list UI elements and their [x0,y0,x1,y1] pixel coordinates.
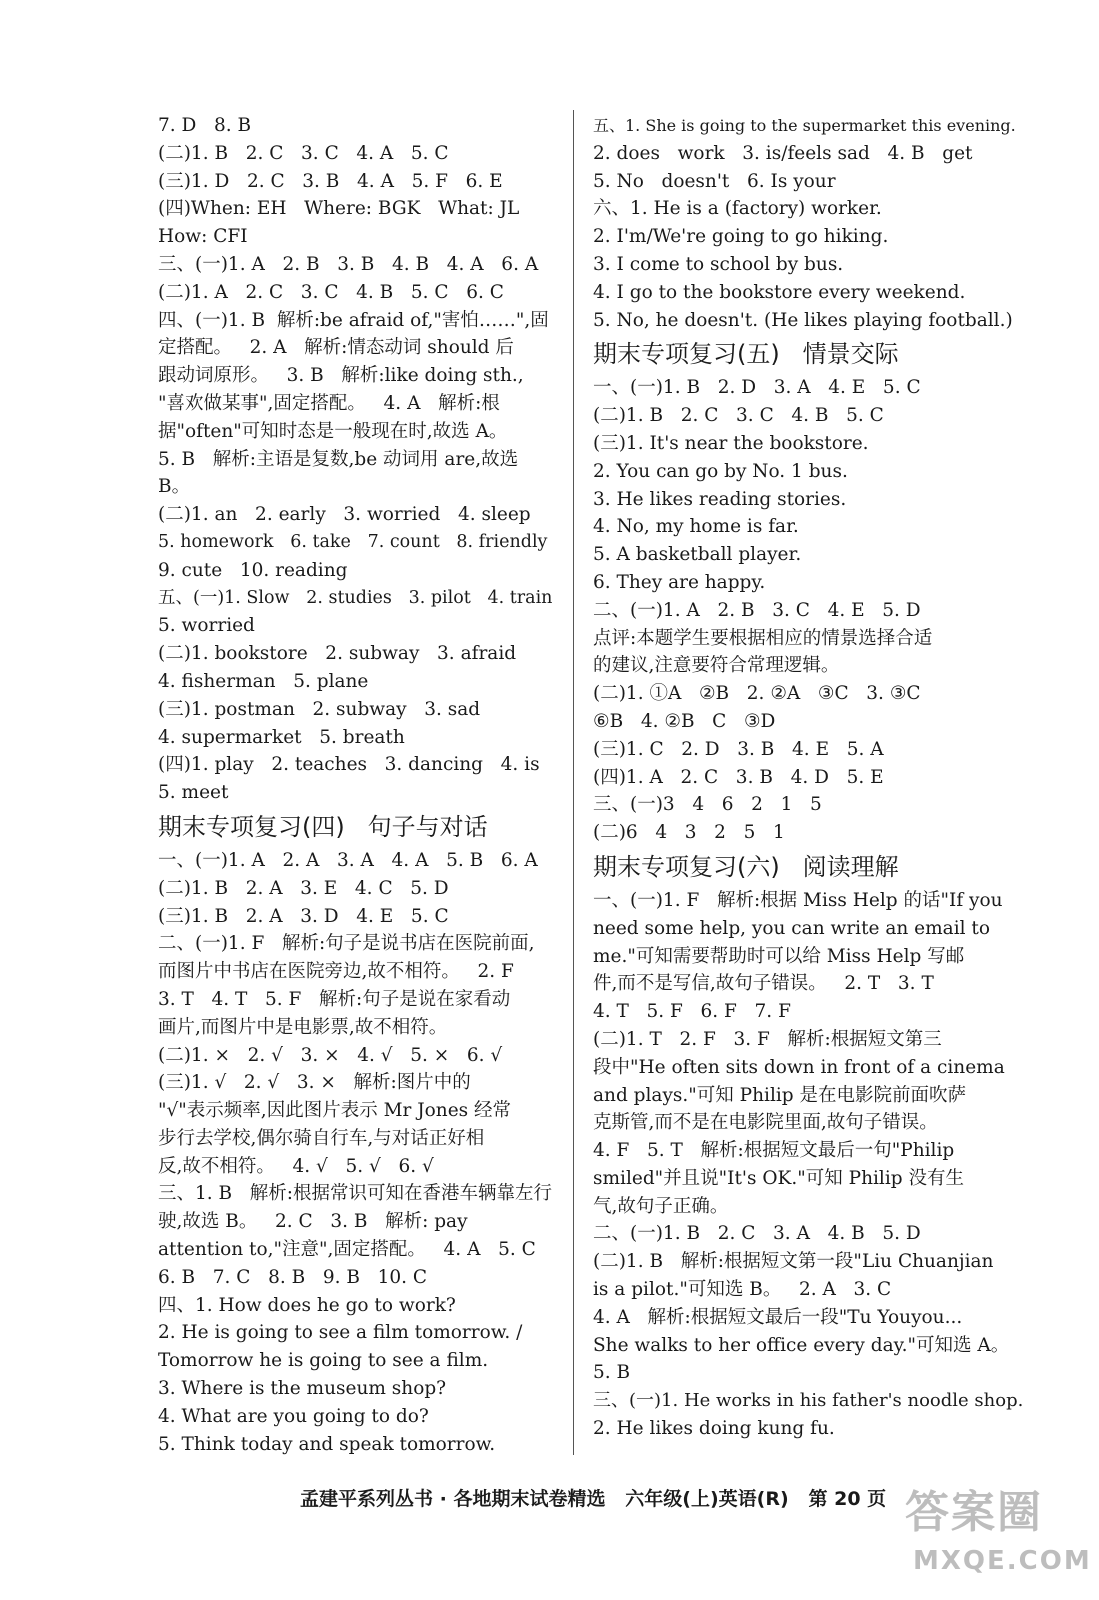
answer-line: (二)1. A 2. C 3. C 4. B 5. C 6. C [158,281,504,303]
answer-line: (二)1. an 2. early 3. worried 4. sleep [158,504,531,526]
answer-line: (四)1. A 2. C 3. B 4. D 5. E [593,766,884,788]
answer-line: (二)6 4 3 2 5 1 [593,822,785,844]
answer-line: 5. B 解析:主语是复数,be 动词用 are,故选 [158,448,519,470]
watermark-top: 答案圈 [905,1487,1043,1538]
right-column [593,112,1023,1443]
answer-line: 2. I'm/We're going to go hiking. [593,226,889,248]
answer-line: 4. F 5. T 解析:根据短文最后一句"Philip [593,1140,955,1162]
answer-line: 4. I go to the bookstore every weekend. [593,281,966,303]
answer-line: 反,故不相符。 4. √ 5. √ 6. √ [158,1155,434,1177]
answer-line: (二)1. B 2. A 3. E 4. C 5. D [158,877,449,899]
section-heading: 期末专项复习(五) 情景交际 [593,340,899,369]
answer-line: 点评:本题学生要根据相应的情景选择合适 [593,627,933,649]
answer-line: 4. fisherman 5. plane [158,670,369,692]
answer-line: (二)1. B 2. C 3. C 4. A 5. C [158,142,449,164]
answer-line: 3. He likes reading stories. [593,488,847,510]
answer-line: 据"often"可知时态是一般现在时,故选 A。 [158,420,508,442]
answer-line: need some help, you can write an email to [593,917,990,939]
answer-line: 步行去学校,偶尔骑自行车,与对话正好相 [158,1127,485,1149]
answer-line: 5. worried [158,615,255,637]
answer-line: 3. I come to school by bus. [593,253,844,275]
answer-line: How: CFI [158,226,248,248]
answer-line: (二)1. T 2. F 3. F 解析:根据短文第三 [593,1028,942,1050]
answer-line: 三、(一)1. He works in his father's noodle shop. [593,1390,1023,1412]
answer-line: and plays."可知 Philip 是在电影院前面吹萨 [593,1084,967,1106]
answer-line: (二)1. B 2. C 3. C 4. B 5. C [593,405,884,427]
answer-line: 7. D 8. B [158,115,252,136]
answer-line: 3. Where is the museum shop? [158,1378,447,1400]
answer-line: 5. Think today and speak tomorrow. [158,1433,496,1455]
section-heading: 期末专项复习(六) 阅读理解 [593,852,899,881]
answer-line: 4. T 5. F 6. F 7. F [593,1001,791,1023]
answer-line: (四)When: EH Where: BGK What: JL [158,198,520,220]
answer-line: 4. No, my home is far. [593,516,799,538]
answer-line: 4. What are you going to do? [158,1405,429,1427]
answer-line: 四、1. How does he go to work? [158,1294,456,1316]
answer-line: 2. He likes doing kung fu. [593,1418,835,1440]
answer-line: "√"表示频率,因此图片表示 Mr Jones 经常 [158,1100,512,1122]
answer-line: 一、(一)1. F 解析:根据 Miss Help 的话"If you [593,889,1003,911]
answer-line: (三)1. B 2. A 3. D 4. E 5. C [158,905,449,927]
answer-line: 三、(一)1. A 2. B 3. B 4. B 4. A 6. A [158,253,539,275]
answer-line: 定搭配。 2. A 解析:情态动词 should 后 [158,337,514,359]
answer-line: 跟动词原形。 3. B 解析:like doing sth., [158,365,524,387]
answer-line: is a pilot."可知选 B。 2. A 3. C [593,1279,892,1301]
answer-line: 气,故句子正确。 [593,1195,729,1217]
answer-line: smiled"并且说"It's OK."可知 Philip 没有生 [593,1167,964,1189]
answer-line: Tomorrow he is going to see a film. [158,1350,489,1372]
answer-line: 4. supermarket 5. breath [158,726,405,748]
answer-line: 二、(一)1. A 2. B 3. C 4. E 5. D [593,599,921,621]
section-heading: 期末专项复习(四) 句子与对话 [158,812,488,841]
answer-line: (二)1. ①A ②B 2. ②A ③C 3. ③C [593,683,921,705]
answer-line: 9. cute 10. reading [158,559,348,581]
answer-line: 2. does work 3. is/feels sad 4. B get [593,142,973,164]
answer-line: 5. No, he doesn't. (He likes playing football.) [593,309,1013,331]
answer-line: 二、(一)1. F 解析:句子是说书店在医院前面, [158,933,535,955]
answer-line: (三)1. √ 2. √ 3. × 解析:图片中的 [158,1072,471,1094]
answer-line: 画片,而图片中是电影票,故不相符。 [158,1016,448,1038]
answer-line: She walks to her office every day."可知选 A。 [593,1334,1010,1356]
answer-line: 6. They are happy. [593,571,766,593]
page-footer: 孟建平系列丛书 · 各地期末试卷精选 六年级(上)英语(R) 第 20 页 [300,1488,887,1510]
answer-line: 而图片中书店在医院旁边,故不相符。 2. F [158,961,514,983]
answer-line: 一、(一)1. A 2. A 3. A 4. A 5. B 6. A [158,849,538,871]
answer-line: (二)1. × 2. √ 3. × 4. √ 5. × 6. √ [158,1044,503,1066]
answer-line: 四、(一)1. B 解析:be afraid of,"害怕……",固 [158,309,549,331]
answer-line: 5. A basketball player. [593,544,802,566]
answer-line: 一、(一)1. B 2. D 3. A 4. E 5. C [593,377,921,399]
answer-line: 六、1. He is a (factory) worker. [593,198,882,220]
answer-line: 4. A 解析:根据短文最后一段"Tu Youyou... [593,1306,963,1328]
answer-line: 5. No doesn't 6. Is your [593,170,836,192]
answer-line: 三、(一)3 4 6 2 1 5 [593,794,822,816]
watermark-logo [899,1462,1092,1592]
answer-line: "喜欢做某事",固定搭配。 4. A 解析:根 [158,392,500,414]
answer-line: 2. You can go by No. 1 bus. [593,460,848,482]
answer-line: B。 [158,476,191,498]
answer-line: 5. homework 6. take 7. count 8. friendly [158,531,548,552]
answer-line: (四)1. play 2. teaches 3. dancing 4. is [158,754,540,776]
answer-line: (三)1. It's near the bookstore. [593,432,869,454]
answer-line: 6. B 7. C 8. B 9. B 10. C [158,1266,428,1288]
answer-line: (三)1. C 2. D 3. B 4. E 5. A [593,738,884,760]
answer-line: 五、1. She is going to the supermarket this evening. [593,116,1016,135]
answer-line: (三)1. postman 2. subway 3. sad [158,698,481,720]
answer-line: 的建议,注意要符合常理逻辑。 [593,655,840,677]
answer-line: 克斯管,而不是在电影院里面,故句子错误。 [593,1112,938,1134]
answer-line: me."可知需要帮助时可以给 Miss Help 写邮 [593,945,965,967]
answer-line: 五、(一)1. Slow 2. studies 3. pilot 4. train [158,587,553,608]
answer-line: (三)1. D 2. C 3. B 4. A 5. F 6. E [158,170,503,192]
watermark-bottom: MXQE.COM [913,1546,1092,1576]
answer-line: 5. B [593,1362,631,1384]
answer-line: 段中"He often sits down in front of a cinema [593,1056,1005,1078]
answer-line: attention to,"注意",固定搭配。 4. A 5. C [158,1239,536,1261]
answer-line: 3. T 4. T 5. F 解析:句子是说在家看动 [158,988,511,1010]
answer-line: 5. meet [158,782,229,804]
answer-line: ⑥B 4. ②B C ③D [593,710,776,732]
answer-line: 件,而不是写信,故句子错误。 2. T 3. T [593,973,934,995]
column-divider [573,110,574,1455]
answer-line: 驶,故选 B。 2. C 3. B 解析: pay [158,1211,468,1233]
answer-line: 2. He is going to see a film tomorrow. / [158,1322,523,1344]
answer-line: (二)1. B 解析:根据短文第一段"Liu Chuanjian [593,1251,994,1273]
answer-line: (二)1. bookstore 2. subway 3. afraid [158,643,517,665]
left-column [158,112,558,1458]
answer-line: 三、1. B 解析:根据常识可知在香港车辆靠左行 [158,1183,553,1205]
answer-line: 二、(一)1. B 2. C 3. A 4. B 5. D [593,1223,921,1245]
